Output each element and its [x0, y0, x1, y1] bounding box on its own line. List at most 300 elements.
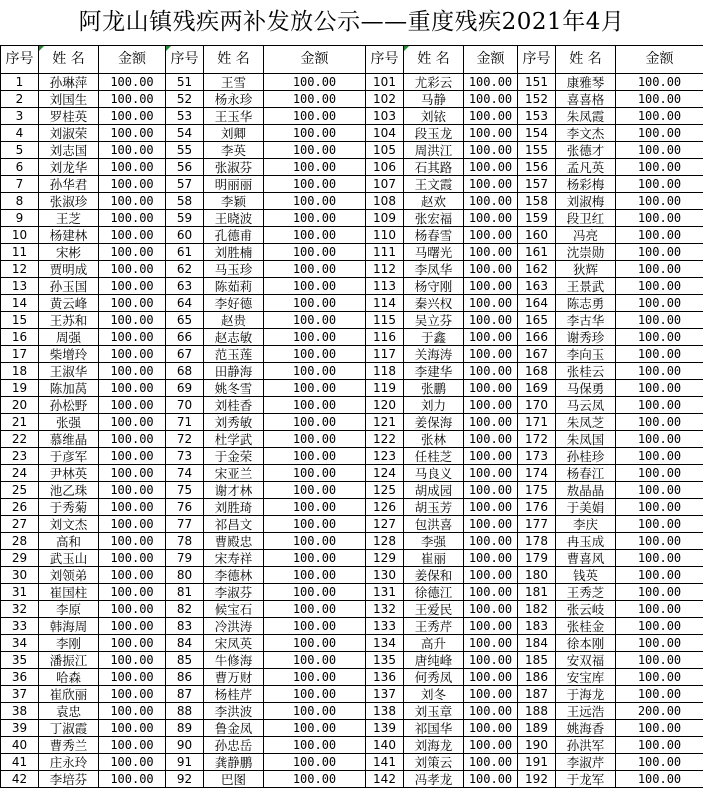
- name-cell: 宋亚兰: [204, 465, 264, 482]
- table-row: [1, 397, 703, 414]
- amount-cell: 100.00: [99, 669, 166, 686]
- table-row: [1, 686, 703, 703]
- name-cell: 牛修海: [204, 652, 264, 669]
- name-cell: 姜保海: [404, 414, 464, 431]
- name-cell: 孙琳萍: [39, 74, 99, 91]
- amount-cell: 100.00: [264, 567, 366, 584]
- amount-cell: 100.00: [264, 499, 366, 516]
- name-cell: 张桂云: [556, 363, 616, 380]
- amount-cell: 100.00: [264, 431, 366, 448]
- name-cell: 王苏和: [39, 312, 99, 329]
- seq-cell: 128: [366, 533, 404, 550]
- seq-cell: 55: [166, 142, 204, 159]
- amount-cell: 100.00: [616, 584, 703, 601]
- seq-cell: 3: [1, 108, 39, 125]
- name-cell: 冉玉成: [556, 533, 616, 550]
- header-name: 姓 名: [39, 46, 99, 74]
- header-seq: 序号: [518, 46, 556, 74]
- seq-cell: 191: [518, 754, 556, 771]
- name-cell: 杨春江: [556, 465, 616, 482]
- seq-cell: 76: [166, 499, 204, 516]
- amount-cell: 100.00: [99, 142, 166, 159]
- name-cell: 马静: [404, 91, 464, 108]
- seq-cell: 20: [1, 397, 39, 414]
- name-cell: 刘领弟: [39, 567, 99, 584]
- header-name: 姓 名: [204, 46, 264, 74]
- seq-cell: 184: [518, 635, 556, 652]
- seq-cell: 185: [518, 652, 556, 669]
- table-row: [1, 363, 703, 380]
- amount-cell: 100.00: [264, 584, 366, 601]
- amount-cell: 100.00: [464, 159, 518, 176]
- amount-cell: 100.00: [264, 465, 366, 482]
- seq-cell: 103: [366, 108, 404, 125]
- name-cell: 于海龙: [556, 686, 616, 703]
- amount-cell: 100.00: [99, 618, 166, 635]
- amount-cell: 100.00: [616, 516, 703, 533]
- name-cell: 王文霞: [404, 176, 464, 193]
- amount-cell: 100.00: [264, 261, 366, 278]
- seq-cell: 41: [1, 754, 39, 771]
- header-seq: 序号: [1, 46, 39, 74]
- table-row: [1, 635, 703, 652]
- amount-cell: 100.00: [264, 669, 366, 686]
- seq-cell: 124: [366, 465, 404, 482]
- name-cell: 刘胜琦: [204, 499, 264, 516]
- amount-cell: 100.00: [99, 278, 166, 295]
- name-cell: 鲁金凤: [204, 720, 264, 737]
- amount-cell: 100.00: [464, 363, 518, 380]
- table-row: [1, 754, 703, 771]
- name-cell: 何秀凤: [404, 669, 464, 686]
- name-cell: 曹殿忠: [204, 533, 264, 550]
- name-cell: 黄云峰: [39, 295, 99, 312]
- seq-cell: 9: [1, 210, 39, 227]
- amount-cell: 100.00: [99, 737, 166, 754]
- amount-cell: 100.00: [616, 720, 703, 737]
- amount-cell: 100.00: [464, 227, 518, 244]
- name-cell: 李淑芬: [204, 584, 264, 601]
- table-row: [1, 176, 703, 193]
- amount-cell: 100.00: [99, 431, 166, 448]
- table-row: [1, 669, 703, 686]
- name-cell: 胡成园: [404, 482, 464, 499]
- name-cell: 王秀芝: [556, 584, 616, 601]
- name-cell: 刘力: [404, 397, 464, 414]
- table-row: [1, 550, 703, 567]
- name-cell: 范玉莲: [204, 346, 264, 363]
- table-row: [1, 601, 703, 618]
- seq-cell: 91: [166, 754, 204, 771]
- table-row: [1, 584, 703, 601]
- amount-cell: 100.00: [616, 74, 703, 91]
- seq-cell: 131: [366, 584, 404, 601]
- seq-cell: 58: [166, 193, 204, 210]
- seq-cell: 188: [518, 703, 556, 720]
- amount-cell: 100.00: [264, 329, 366, 346]
- seq-cell: 106: [366, 159, 404, 176]
- seq-cell: 85: [166, 652, 204, 669]
- amount-cell: 100.00: [616, 227, 703, 244]
- amount-cell: 100.00: [99, 312, 166, 329]
- seq-cell: 130: [366, 567, 404, 584]
- amount-cell: 100.00: [264, 125, 366, 142]
- seq-cell: 107: [366, 176, 404, 193]
- seq-cell: 68: [166, 363, 204, 380]
- seq-cell: 13: [1, 278, 39, 295]
- seq-cell: 22: [1, 431, 39, 448]
- amount-cell: 100.00: [464, 431, 518, 448]
- name-cell: 李向玉: [556, 346, 616, 363]
- seq-cell: 180: [518, 567, 556, 584]
- seq-cell: 39: [1, 720, 39, 737]
- amount-cell: 100.00: [264, 771, 366, 788]
- seq-cell: 187: [518, 686, 556, 703]
- name-cell: 徐德江: [404, 584, 464, 601]
- seq-cell: 153: [518, 108, 556, 125]
- amount-cell: 100.00: [264, 550, 366, 567]
- seq-cell: 52: [166, 91, 204, 108]
- name-cell: 王芝: [39, 210, 99, 227]
- amount-cell: 100.00: [264, 363, 366, 380]
- seq-cell: 35: [1, 652, 39, 669]
- amount-cell: 100.00: [99, 193, 166, 210]
- amount-cell: 100.00: [99, 584, 166, 601]
- amount-cell: 100.00: [264, 482, 366, 499]
- amount-cell: 100.00: [464, 584, 518, 601]
- name-cell: 王远浩: [556, 703, 616, 720]
- name-cell: 王晓波: [204, 210, 264, 227]
- seq-cell: 104: [366, 125, 404, 142]
- seq-cell: 2: [1, 91, 39, 108]
- seq-cell: 109: [366, 210, 404, 227]
- seq-cell: 79: [166, 550, 204, 567]
- amount-cell: 100.00: [264, 210, 366, 227]
- name-cell: 段卫红: [556, 210, 616, 227]
- header-amount: 金额: [99, 46, 166, 74]
- amount-cell: 100.00: [99, 210, 166, 227]
- amount-cell: 100.00: [264, 635, 366, 652]
- seq-cell: 158: [518, 193, 556, 210]
- name-cell: 张鹏: [404, 380, 464, 397]
- name-cell: 宋凤英: [204, 635, 264, 652]
- name-cell: 龚静鹏: [204, 754, 264, 771]
- amount-cell: 100.00: [464, 499, 518, 516]
- amount-cell: 100.00: [264, 533, 366, 550]
- page-title: 阿龙山镇残疾两补发放公示——重度残疾2021年4月: [78, 9, 625, 35]
- name-cell: 于龙军: [556, 771, 616, 788]
- amount-cell: 100.00: [264, 686, 366, 703]
- name-cell: 杨守刚: [404, 278, 464, 295]
- seq-cell: 173: [518, 448, 556, 465]
- seq-cell: 88: [166, 703, 204, 720]
- seq-cell: 64: [166, 295, 204, 312]
- seq-cell: 7: [1, 176, 39, 193]
- name-cell: 张林: [404, 431, 464, 448]
- name-cell: 李德林: [204, 567, 264, 584]
- name-cell: 周洪江: [404, 142, 464, 159]
- table-row: [1, 346, 703, 363]
- name-cell: 高和: [39, 533, 99, 550]
- seq-cell: 164: [518, 295, 556, 312]
- seq-cell: 57: [166, 176, 204, 193]
- seq-cell: 129: [366, 550, 404, 567]
- amount-cell: 100.00: [464, 261, 518, 278]
- amount-cell: 100.00: [99, 227, 166, 244]
- name-cell: 朱凤霞: [556, 108, 616, 125]
- seq-cell: 133: [366, 618, 404, 635]
- name-cell: 马玉珍: [204, 261, 264, 278]
- seq-cell: 127: [366, 516, 404, 533]
- seq-cell: 5: [1, 142, 39, 159]
- name-cell: 陈加莴: [39, 380, 99, 397]
- table-row: [1, 210, 703, 227]
- table-row: [1, 227, 703, 244]
- name-cell: 刘胜楠: [204, 244, 264, 261]
- table-row: [1, 771, 703, 788]
- amount-cell: 100.00: [264, 244, 366, 261]
- amount-cell: 100.00: [616, 346, 703, 363]
- seq-cell: 1: [1, 74, 39, 91]
- amount-cell: 100.00: [99, 448, 166, 465]
- seq-cell: 160: [518, 227, 556, 244]
- name-cell: 张淑珍: [39, 193, 99, 210]
- name-cell: 潘振江: [39, 652, 99, 669]
- seq-cell: 74: [166, 465, 204, 482]
- amount-cell: 100.00: [616, 91, 703, 108]
- amount-cell: 100.00: [616, 295, 703, 312]
- amount-cell: 100.00: [464, 482, 518, 499]
- name-cell: 刘国生: [39, 91, 99, 108]
- seq-cell: 155: [518, 142, 556, 159]
- seq-cell: 28: [1, 533, 39, 550]
- table-row: [1, 516, 703, 533]
- table-row: [1, 465, 703, 482]
- amount-cell: 100.00: [99, 601, 166, 618]
- amount-cell: 100.00: [99, 567, 166, 584]
- name-cell: 刘策云: [404, 754, 464, 771]
- seq-cell: 125: [366, 482, 404, 499]
- amount-cell: 100.00: [464, 125, 518, 142]
- name-cell: 沈崇勋: [556, 244, 616, 261]
- name-cell: 赵欢: [404, 193, 464, 210]
- seq-cell: 116: [366, 329, 404, 346]
- header-name: 姓 名: [556, 46, 616, 74]
- name-cell: 李凤华: [404, 261, 464, 278]
- name-cell: 王秀芹: [404, 618, 464, 635]
- amount-cell: 100.00: [99, 686, 166, 703]
- name-cell: 崔国柱: [39, 584, 99, 601]
- seq-cell: 161: [518, 244, 556, 261]
- seq-cell: 10: [1, 227, 39, 244]
- seq-cell: 17: [1, 346, 39, 363]
- table-row: [1, 91, 703, 108]
- amount-cell: 100.00: [264, 652, 366, 669]
- seq-cell: 102: [366, 91, 404, 108]
- table-row: [1, 482, 703, 499]
- name-cell: 崔丽: [404, 550, 464, 567]
- amount-cell: 100.00: [464, 516, 518, 533]
- header-name: 姓 名: [404, 46, 464, 74]
- name-cell: 敖晶晶: [556, 482, 616, 499]
- name-cell: 赵志敏: [204, 329, 264, 346]
- amount-cell: 100.00: [464, 346, 518, 363]
- name-cell: 赵贵: [204, 312, 264, 329]
- name-cell: 张云岐: [556, 601, 616, 618]
- amount-cell: 100.00: [464, 720, 518, 737]
- amount-cell: 100.00: [616, 652, 703, 669]
- amount-cell: 100.00: [464, 74, 518, 91]
- seq-cell: 72: [166, 431, 204, 448]
- comment-flag-icon: [166, 46, 171, 51]
- name-cell: 姜保和: [404, 567, 464, 584]
- seq-cell: 15: [1, 312, 39, 329]
- seq-cell: 84: [166, 635, 204, 652]
- seq-cell: 67: [166, 346, 204, 363]
- amount-cell: 100.00: [464, 771, 518, 788]
- name-cell: 安双福: [556, 652, 616, 669]
- amount-cell: 100.00: [264, 601, 366, 618]
- seq-cell: 63: [166, 278, 204, 295]
- amount-cell: 100.00: [264, 414, 366, 431]
- name-cell: 尹林英: [39, 465, 99, 482]
- name-cell: 谢才林: [204, 482, 264, 499]
- name-cell: 孙忠岳: [204, 737, 264, 754]
- name-cell: 候宝石: [204, 601, 264, 618]
- amount-cell: 100.00: [264, 74, 366, 91]
- amount-cell: 100.00: [99, 346, 166, 363]
- amount-cell: 100.00: [264, 397, 366, 414]
- name-cell: 朱凤芝: [556, 414, 616, 431]
- name-cell: 陈茹莉: [204, 278, 264, 295]
- seq-cell: 152: [518, 91, 556, 108]
- seq-cell: 174: [518, 465, 556, 482]
- seq-cell: 77: [166, 516, 204, 533]
- amount-cell: 100.00: [264, 720, 366, 737]
- name-cell: 孙桂珍: [556, 448, 616, 465]
- subsidy-table: [0, 45, 703, 788]
- amount-cell: 100.00: [264, 142, 366, 159]
- seq-cell: 16: [1, 329, 39, 346]
- seq-cell: 32: [1, 601, 39, 618]
- table-row: [1, 652, 703, 669]
- amount-cell: 100.00: [616, 686, 703, 703]
- name-cell: 钱英: [556, 567, 616, 584]
- amount-cell: 100.00: [99, 754, 166, 771]
- seq-cell: 34: [1, 635, 39, 652]
- seq-cell: 132: [366, 601, 404, 618]
- seq-cell: 27: [1, 516, 39, 533]
- name-cell: 李建华: [404, 363, 464, 380]
- name-cell: 张桂金: [556, 618, 616, 635]
- name-cell: 刘志国: [39, 142, 99, 159]
- name-cell: 包洪喜: [404, 516, 464, 533]
- amount-cell: 100.00: [99, 329, 166, 346]
- seq-cell: 139: [366, 720, 404, 737]
- seq-cell: 66: [166, 329, 204, 346]
- name-cell: 杨春雪: [404, 227, 464, 244]
- seq-cell: 136: [366, 669, 404, 686]
- amount-cell: 100.00: [99, 159, 166, 176]
- seq-cell: 123: [366, 448, 404, 465]
- amount-cell: 100.00: [616, 159, 703, 176]
- name-cell: 李强: [404, 533, 464, 550]
- seq-cell: 75: [166, 482, 204, 499]
- seq-cell: 192: [518, 771, 556, 788]
- seq-cell: 177: [518, 516, 556, 533]
- name-cell: 杨永珍: [204, 91, 264, 108]
- seq-cell: 178: [518, 533, 556, 550]
- amount-cell: 100.00: [99, 482, 166, 499]
- seq-cell: 113: [366, 278, 404, 295]
- name-cell: 马良义: [404, 465, 464, 482]
- amount-cell: 100.00: [264, 176, 366, 193]
- table-row: [1, 278, 703, 295]
- seq-cell: 59: [166, 210, 204, 227]
- name-cell: 冯孝龙: [404, 771, 464, 788]
- name-cell: 曹喜风: [556, 550, 616, 567]
- header-row: [1, 46, 703, 74]
- header-amount: 金额: [264, 46, 366, 74]
- seq-cell: 19: [1, 380, 39, 397]
- name-cell: 池乙珠: [39, 482, 99, 499]
- amount-cell: 100.00: [99, 465, 166, 482]
- amount-cell: 100.00: [464, 601, 518, 618]
- seq-cell: 86: [166, 669, 204, 686]
- seq-cell: 140: [366, 737, 404, 754]
- name-cell: 陈志勇: [556, 295, 616, 312]
- name-cell: 王雪: [204, 74, 264, 91]
- amount-cell: 100.00: [264, 618, 366, 635]
- amount-cell: 100.00: [464, 618, 518, 635]
- seq-cell: 4: [1, 125, 39, 142]
- name-cell: 刘淑梅: [556, 193, 616, 210]
- seq-cell: 61: [166, 244, 204, 261]
- amount-cell: 100.00: [99, 720, 166, 737]
- name-cell: 于彦军: [39, 448, 99, 465]
- name-cell: 贾明成: [39, 261, 99, 278]
- header-seq: 序号: [366, 46, 404, 74]
- name-cell: 徐本刚: [556, 635, 616, 652]
- amount-cell: 100.00: [464, 465, 518, 482]
- amount-cell: 100.00: [264, 516, 366, 533]
- seq-cell: 151: [518, 74, 556, 91]
- amount-cell: 100.00: [464, 754, 518, 771]
- amount-cell: 100.00: [99, 244, 166, 261]
- name-cell: 于金荣: [204, 448, 264, 465]
- seq-cell: 23: [1, 448, 39, 465]
- seq-cell: 90: [166, 737, 204, 754]
- table-row: [1, 312, 703, 329]
- amount-cell: 100.00: [99, 499, 166, 516]
- seq-cell: 170: [518, 397, 556, 414]
- seq-cell: 81: [166, 584, 204, 601]
- seq-cell: 24: [1, 465, 39, 482]
- name-cell: 杨桂芹: [204, 686, 264, 703]
- amount-cell: 100.00: [616, 465, 703, 482]
- amount-cell: 100.00: [464, 533, 518, 550]
- name-cell: 刘海龙: [404, 737, 464, 754]
- name-cell: 朱凤国: [556, 431, 616, 448]
- name-cell: 于美娟: [556, 499, 616, 516]
- seq-cell: 101: [366, 74, 404, 91]
- name-cell: 宋寿祥: [204, 550, 264, 567]
- seq-cell: 163: [518, 278, 556, 295]
- amount-cell: 100.00: [464, 244, 518, 261]
- seq-cell: 171: [518, 414, 556, 431]
- amount-cell: 100.00: [99, 703, 166, 720]
- name-cell: 明丽丽: [204, 176, 264, 193]
